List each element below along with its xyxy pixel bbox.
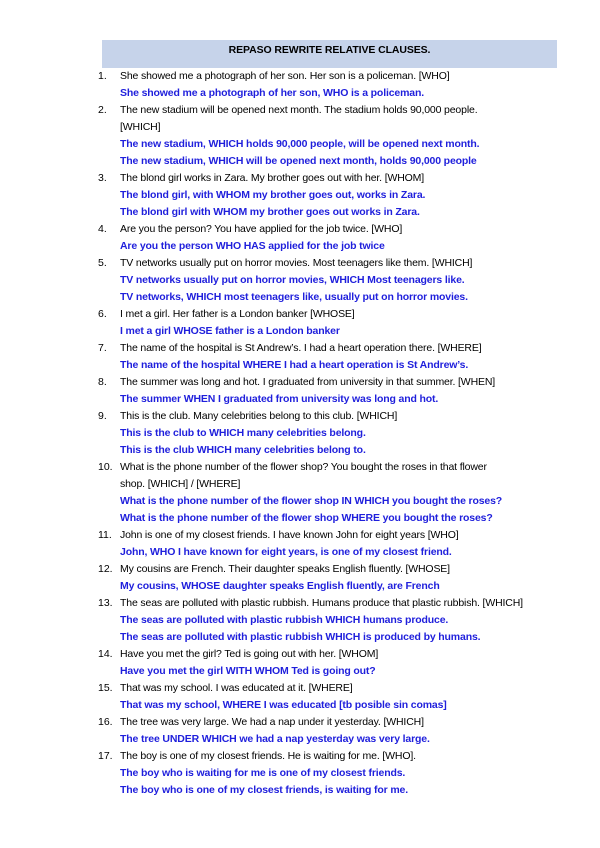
list-item xyxy=(98,680,568,714)
item-number: 1. xyxy=(98,70,107,82)
question-line: The seas are polluted with plastic rubbish. Humans produce that plastic rubbish. [WHICH] xyxy=(120,597,523,609)
question-line: The blond girl works in Zara. My brother goes out with her. [WHOM] xyxy=(120,172,425,184)
list-item xyxy=(98,340,568,374)
answer-line: This is the club WHICH many celebrities belong to. xyxy=(120,444,366,456)
list-item xyxy=(98,170,568,221)
answer-line: The boy who is waiting for me is one of my closest friends. xyxy=(120,767,406,779)
question-line: shop. [WHICH] / [WHERE] xyxy=(120,478,241,490)
question-line: She showed me a photograph of her son. Her son is a policeman. [WHO] xyxy=(120,70,450,82)
list-item xyxy=(98,595,568,646)
answer-line: The summer WHEN I graduated from university was long and hot. xyxy=(120,393,439,405)
list-item xyxy=(98,527,568,561)
item-number: 9. xyxy=(98,410,107,422)
answer-line: The name of the hospital WHERE I had a heart operation is St Andrew’s. xyxy=(120,359,469,371)
list-item xyxy=(98,102,568,170)
list-item xyxy=(98,306,568,340)
answer-line: TV networks, WHICH most teenagers like, usually put on horror movies. xyxy=(120,291,468,303)
list-item xyxy=(98,374,568,408)
question-line: The new stadium will be opened next month. The stadium holds 90,000 people. xyxy=(120,104,478,116)
question-line: John is one of my closest friends. I have known John for eight years [WHO] xyxy=(120,529,459,541)
list-item xyxy=(98,221,568,255)
question-line: [WHICH] xyxy=(120,121,161,133)
item-number: 2. xyxy=(98,104,107,116)
item-number: 4. xyxy=(98,223,107,235)
question-line: That was my school. I was educated at it. [WHERE] xyxy=(120,682,353,694)
question-line: The name of the hospital is St Andrew’s. I had a heart operation there. [WHERE] xyxy=(120,342,482,354)
question-line: The tree was very large. We had a nap under it yesterday. [WHICH] xyxy=(120,716,424,728)
answer-line: What is the phone number of the flower shop IN WHICH you bought the roses? xyxy=(120,495,503,507)
list-item xyxy=(98,459,568,527)
item-number: 15. xyxy=(98,682,113,694)
question-line: What is the phone number of the flower shop? You bought the roses in that flower xyxy=(120,461,487,473)
answer-line: The new stadium, WHICH will be opened next month, holds 90,000 people xyxy=(120,155,477,167)
question-line: I met a girl. Her father is a London banker [WHOSE] xyxy=(120,308,355,320)
question-line: Are you the person? You have applied for the job twice. [WHO] xyxy=(120,223,403,235)
title-banner xyxy=(102,40,557,68)
answer-line: The new stadium, WHICH holds 90,000 people, will be opened next month. xyxy=(120,138,480,150)
item-number: 7. xyxy=(98,342,107,354)
item-number: 8. xyxy=(98,376,107,388)
list-item xyxy=(98,748,568,799)
answer-line: Are you the person WHO HAS applied for the job twice xyxy=(120,240,385,252)
answer-line: I met a girl WHOSE father is a London banker xyxy=(120,325,340,337)
question-line: The boy is one of my closest friends. He is waiting for me. [WHO]. xyxy=(120,750,416,762)
answer-line: The seas are polluted with plastic rubbish WHICH humans produce. xyxy=(120,614,449,626)
answer-line: The tree UNDER WHICH we had a nap yesterday was very large. xyxy=(120,733,430,745)
item-number: 11. xyxy=(98,529,112,541)
item-number: 12. xyxy=(98,563,113,575)
question-line: TV networks usually put on horror movies. Most teenagers like them. [WHICH] xyxy=(120,257,473,269)
list-item xyxy=(98,714,568,748)
item-number: 10. xyxy=(98,461,113,473)
answer-line: My cousins, WHOSE daughter speaks English fluently, are French xyxy=(120,580,440,592)
question-line: This is the club. Many celebrities belong to this club. [WHICH] xyxy=(120,410,398,422)
item-number: 14. xyxy=(98,648,113,660)
answer-line: The blond girl with WHOM my brother goes out works in Zara. xyxy=(120,206,420,218)
list-item xyxy=(98,68,568,102)
item-number: 16. xyxy=(98,716,113,728)
answer-line: This is the club to WHICH many celebrities belong. xyxy=(120,427,366,439)
page-title: REPASO REWRITE RELATIVE CLAUSES. xyxy=(228,44,431,56)
item-number: 13. xyxy=(98,597,113,609)
answer-line: Have you met the girl WITH WHOM Ted is going out? xyxy=(120,665,376,677)
item-number: 3. xyxy=(98,172,107,184)
answer-line: She showed me a photograph of her son, WHO is a policeman. xyxy=(120,87,425,99)
list-item xyxy=(98,408,568,459)
question-line: My cousins are French. Their daughter speaks English fluently. [WHOSE] xyxy=(120,563,450,575)
answer-line: John, WHO I have known for eight years, is one of my closest friend. xyxy=(120,546,452,558)
item-number: 6. xyxy=(98,308,107,320)
answer-line: That was my school, WHERE I was educated [tb posible sin comas] xyxy=(120,699,447,711)
exercise-list xyxy=(98,68,568,799)
answer-line: The seas are polluted with plastic rubbish WHICH is produced by humans. xyxy=(120,631,481,643)
list-item xyxy=(98,646,568,680)
answer-line: The boy who is one of my closest friends, is waiting for me. xyxy=(120,784,408,796)
answer-line: What is the phone number of the flower shop WHERE you bought the roses? xyxy=(120,512,493,524)
question-line: The summer was long and hot. I graduated from university in that summer. [WHEN] xyxy=(120,376,496,388)
item-number: 5. xyxy=(98,257,107,269)
answer-line: The blond girl, with WHOM my brother goes out, works in Zara. xyxy=(120,189,426,201)
answer-line: TV networks usually put on horror movies, WHICH Most teenagers like. xyxy=(120,274,465,286)
question-line: Have you met the girl? Ted is going out with her. [WHOM] xyxy=(120,648,379,660)
item-number: 17. xyxy=(98,750,113,762)
list-item xyxy=(98,561,568,595)
list-item xyxy=(98,255,568,306)
